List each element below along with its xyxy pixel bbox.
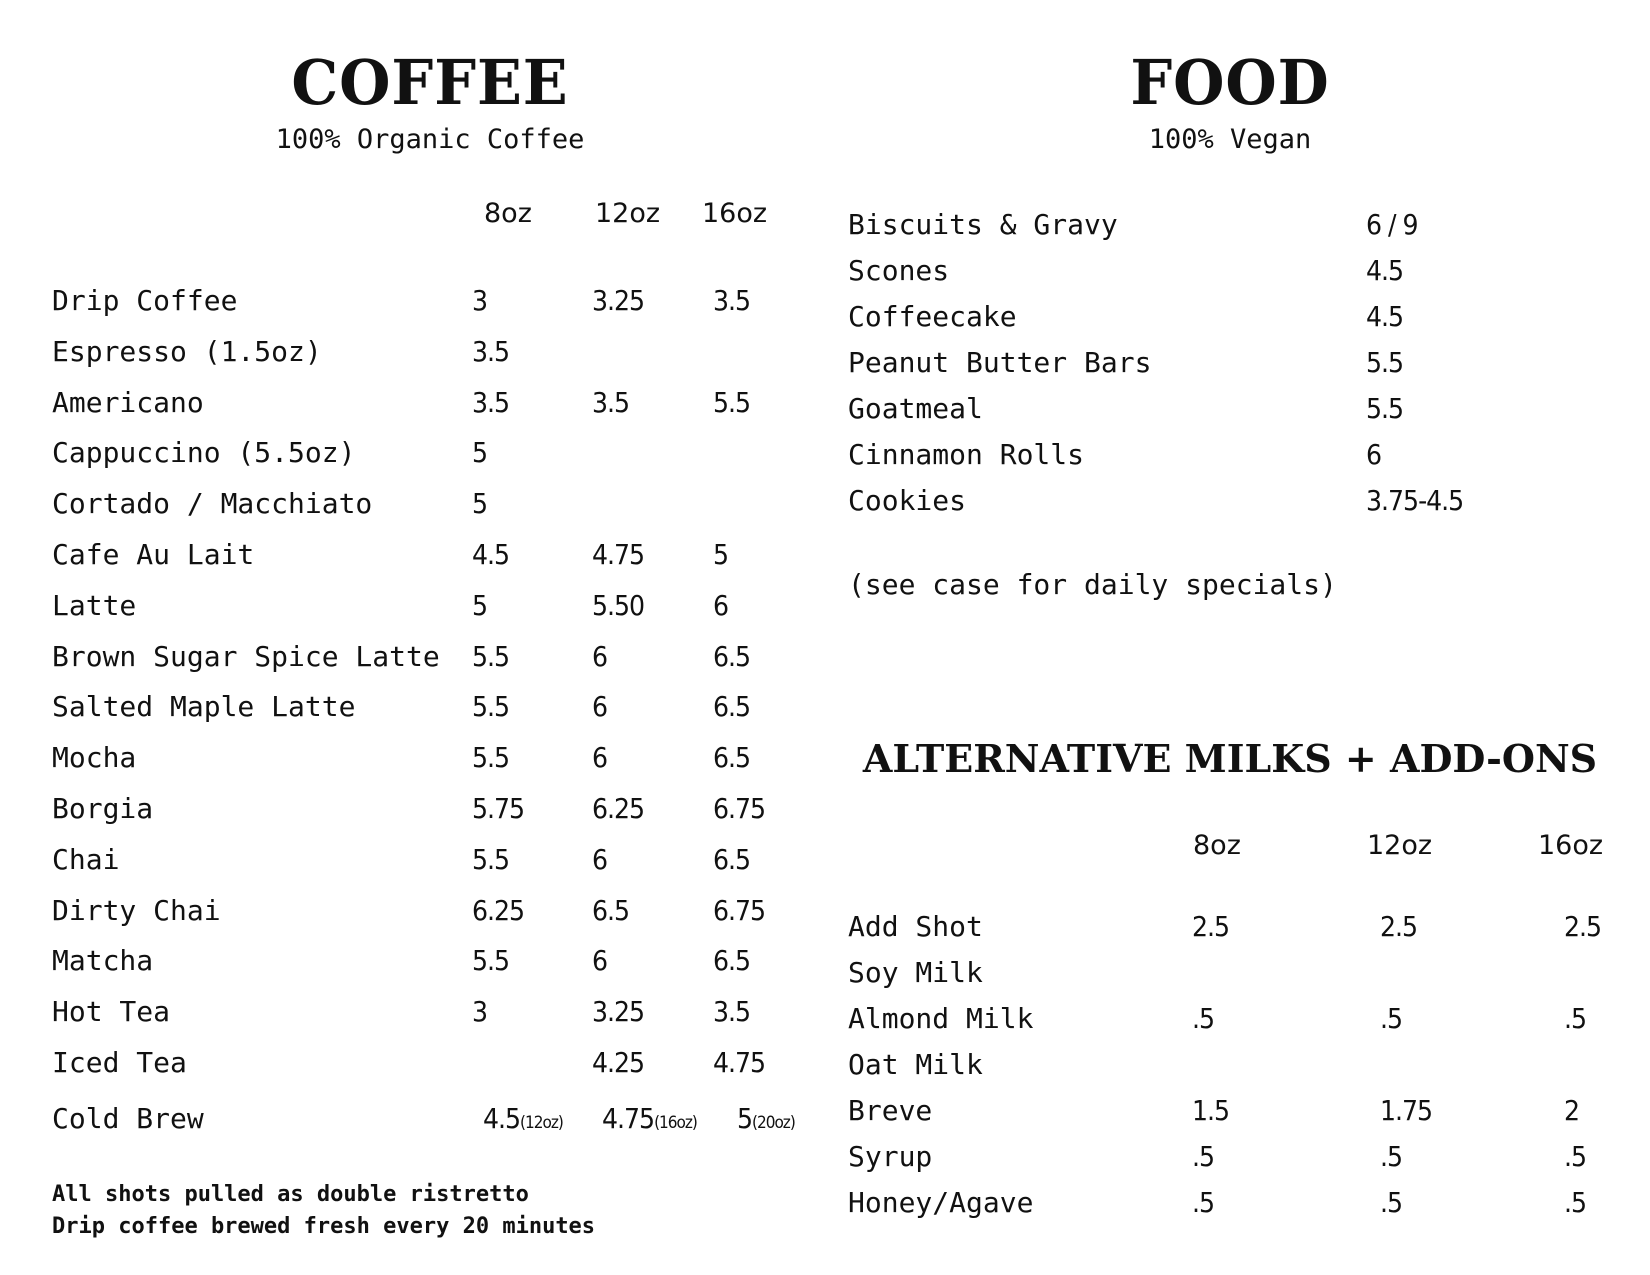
coffee-item-name: Iced Tea [52,1046,187,1079]
addon-item-name: Breve [848,1094,933,1127]
coffee-item-name: Hot Tea [52,995,171,1029]
coffee-item-price: 3 [472,995,488,1029]
coffee-item-price: 6 [592,944,608,978]
coffee-item-price: 3.5 [592,385,630,419]
coffee-size-header-8oz: 8oz [484,198,532,229]
coffee-item-price: 6 [592,741,608,775]
coffee-item-price: 5.75 [472,792,525,825]
addons-size-header-12oz: 12oz [1367,830,1433,861]
coffee-item-price: 6.75 [713,792,766,825]
food-item-name: Cookies [848,484,967,517]
coffee-note-ristretto: All shots pulled as double ristretto [52,1182,529,1207]
food-daily-specials-note: (see case for daily specials) [848,568,1337,601]
coffee-size-header-12oz: 12oz [595,198,661,229]
coffee-item-price: 5.5 [472,690,510,724]
coffee-item-price: 5.5 [472,741,510,775]
coffee-item-price: 3.5 [472,385,510,419]
coffee-item-name: Drip Coffee [52,284,238,317]
addon-item-name: Syrup [848,1140,933,1173]
food-item-name: Goatmeal [848,392,983,425]
addon-item-price: .5 [1564,1186,1587,1219]
food-item-name: Scones [848,254,950,287]
coffee-item-price: 5 [472,588,488,622]
addon-item-price: .5 [1192,1002,1215,1035]
food-item-price: 6 / 9 [1366,208,1418,241]
addons-size-header-16oz: 16oz [1538,830,1604,861]
coffee-title: COFFEE [291,46,569,119]
addon-item-price: .5 [1380,1186,1403,1219]
food-item-price: 4.5 [1366,300,1404,333]
addons-title: ALTERNATIVE MILKS + ADD-ONS [862,736,1598,781]
coffee-item-price: 6.25 [472,893,525,927]
cold-brew-size: (20oz) [752,1113,795,1133]
addon-item-price: 2 [1564,1094,1580,1127]
coffee-item-price: 5.5 [713,385,751,419]
addon-item-price: 2.5 [1192,910,1230,943]
coffee-item-price: 4.25 [592,1046,645,1079]
coffee-item-price: 6.75 [713,893,766,927]
coffee-item-price: 6 [592,842,608,876]
coffee-item-price: 6.5 [713,842,751,876]
food-item-name: Cinnamon Rolls [848,438,1085,471]
cold-brew-size: (16oz) [654,1113,697,1133]
coffee-item-name: Salted Maple Latte [52,690,356,724]
addon-item-name: Oat Milk [848,1048,983,1081]
coffee-item-price: 6.25 [592,792,645,825]
coffee-item-price: 4.75 [592,538,645,571]
coffee-item-price: 3.5 [713,995,751,1029]
food-item-name: Biscuits & Gravy [848,208,1118,241]
coffee-item-price: 5.5 [472,639,510,673]
food-subtitle: 100% Vegan [1148,124,1312,155]
coffee-item-name: Chai [52,842,120,876]
coffee-item-name: Americano [52,385,204,419]
food-item-name: Peanut Butter Bars [848,346,1152,379]
addon-item-price: .5 [1380,1002,1403,1035]
food-item-price: 4.5 [1366,254,1404,287]
coffee-item-name: Cold Brew [52,1102,204,1135]
cold-brew-price: 4.5 [483,1102,521,1135]
coffee-item-price: 3.25 [592,995,645,1029]
coffee-item-price: 6 [713,588,729,622]
coffee-item-name: Brown Sugar Spice Latte [52,639,440,673]
coffee-item-price: 6.5 [592,893,630,927]
cold-brew-price-20oz [737,1102,795,1135]
coffee-item-name: Matcha [52,944,154,978]
coffee-item-price: 3.5 [713,284,751,317]
cold-brew-price-12oz [483,1102,563,1135]
coffee-item-price: 5 [472,436,488,470]
cold-brew-price: 5 [737,1102,753,1135]
food-title: FOOD [1130,46,1330,119]
addon-item-name: Soy Milk [848,956,983,989]
coffee-item-name: Cafe Au Lait [52,538,255,571]
coffee-item-price: 6.5 [713,741,751,775]
coffee-item-name: Espresso (1.5oz) [52,334,322,368]
addon-item-price: 1.5 [1192,1094,1230,1127]
coffee-item-price: 5 [713,538,729,571]
addon-item-price: .5 [1380,1140,1403,1173]
addons-size-header-8oz: 8oz [1193,830,1241,861]
addon-item-name: Honey/Agave [848,1186,1034,1219]
food-item-price: 5.5 [1366,346,1404,379]
addon-item-price: .5 [1192,1186,1215,1219]
coffee-note-drip: Drip coffee brewed fresh every 20 minutes [52,1214,596,1239]
addon-item-price: 2.5 [1380,910,1418,943]
coffee-item-price: 6.5 [713,639,751,673]
coffee-item-price: 3.5 [472,334,510,368]
coffee-item-price: 6.5 [713,690,751,724]
coffee-item-name: Borgia [52,792,154,825]
coffee-item-price: 6 [592,690,608,724]
food-item-price: 6 [1366,438,1382,471]
addon-item-price: 1.75 [1380,1094,1433,1127]
coffee-item-name: Cortado / Macchiato [52,487,373,521]
coffee-size-header-16oz: 16oz [702,198,768,229]
addon-item-price: .5 [1564,1140,1587,1173]
addon-item-price: .5 [1564,1002,1587,1035]
coffee-item-price: 4.75 [713,1046,766,1079]
coffee-item-price: 5.5 [472,944,510,978]
coffee-item-price: 5.50 [592,588,645,622]
addon-item-price: 2.5 [1564,910,1602,943]
addon-item-price: .5 [1192,1140,1215,1173]
coffee-item-price: 6 [592,639,608,673]
coffee-item-name: Cappuccino (5.5oz) [52,436,356,470]
coffee-item-price: 3 [472,284,488,317]
coffee-item-price: 6.5 [713,944,751,978]
cold-brew-price: 4.75 [602,1102,655,1135]
coffee-item-price: 5 [472,487,488,521]
coffee-subtitle: 100% Organic Coffee [275,124,585,155]
coffee-item-price: 5.5 [472,842,510,876]
addon-item-name: Almond Milk [848,1002,1034,1035]
coffee-item-name: Latte [52,588,137,622]
cold-brew-price-16oz [602,1102,697,1135]
addon-item-name: Add Shot [848,910,983,943]
coffee-item-price: 4.5 [472,538,510,571]
coffee-item-name: Dirty Chai [52,893,221,927]
coffee-item-price: 3.25 [592,284,645,317]
food-item-name: Coffeecake [848,300,1017,333]
food-item-price: 5.5 [1366,392,1404,425]
cold-brew-size: (12oz) [520,1113,563,1133]
food-item-price: 3.75-4.5 [1366,484,1464,517]
coffee-item-name: Mocha [52,741,137,775]
